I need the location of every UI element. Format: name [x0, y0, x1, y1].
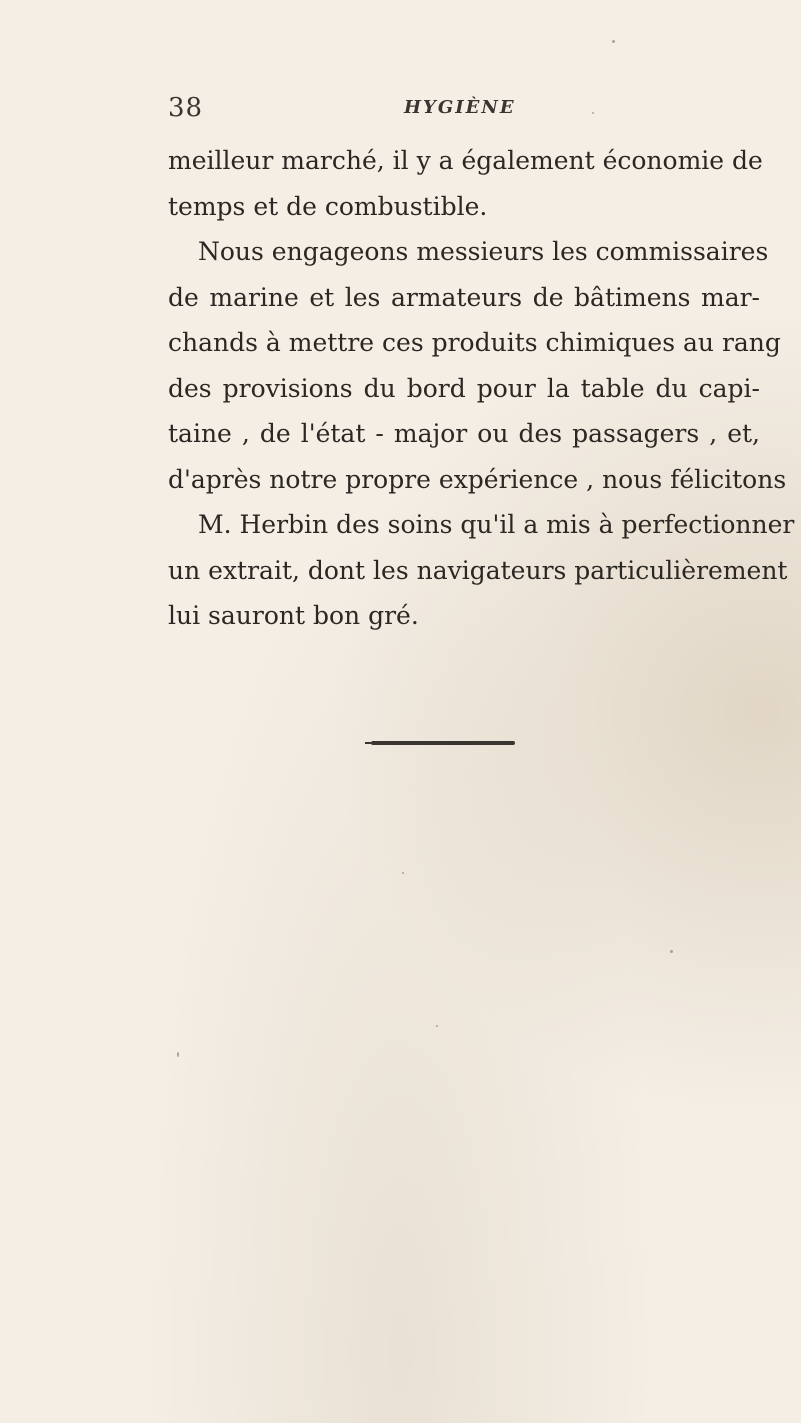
paper-speck [177, 1052, 179, 1057]
page-header [168, 93, 588, 133]
text-line: Nous engageons messieurs les commissaires [198, 237, 769, 266]
paper-speck [436, 1025, 438, 1027]
text-line: un extrait, dont les navigateurs particulièrement [168, 555, 788, 585]
text-line: de marine et les armateurs de bâtimens mar- [168, 282, 760, 312]
end-rule [371, 741, 515, 745]
text-line: d'après notre propre expérience , nous félicitons [168, 464, 787, 494]
body-text [168, 138, 795, 639]
text-line: taine , de l'état - major ou des passagers , et, [168, 419, 760, 448]
text-line: lui sauront bon gré. [168, 601, 419, 630]
page-number: 38 [168, 93, 204, 123]
paper-speck [670, 950, 673, 953]
text-line: temps et de combustible. [168, 191, 488, 221]
paper-speck [612, 40, 615, 43]
paper-speck [402, 872, 404, 874]
text-line: des provisions du bord pour la table du capi- [168, 373, 760, 403]
running-head: HYGIÈNE [404, 97, 516, 118]
text-line: M. Herbin des soins qu'il a mis à perfectionner [198, 510, 795, 539]
paper-speck [592, 112, 594, 114]
text-line: meilleur marché, il y a également économie de [168, 146, 763, 175]
text-line: chands à mettre ces produits chimiques au rang [168, 328, 781, 357]
